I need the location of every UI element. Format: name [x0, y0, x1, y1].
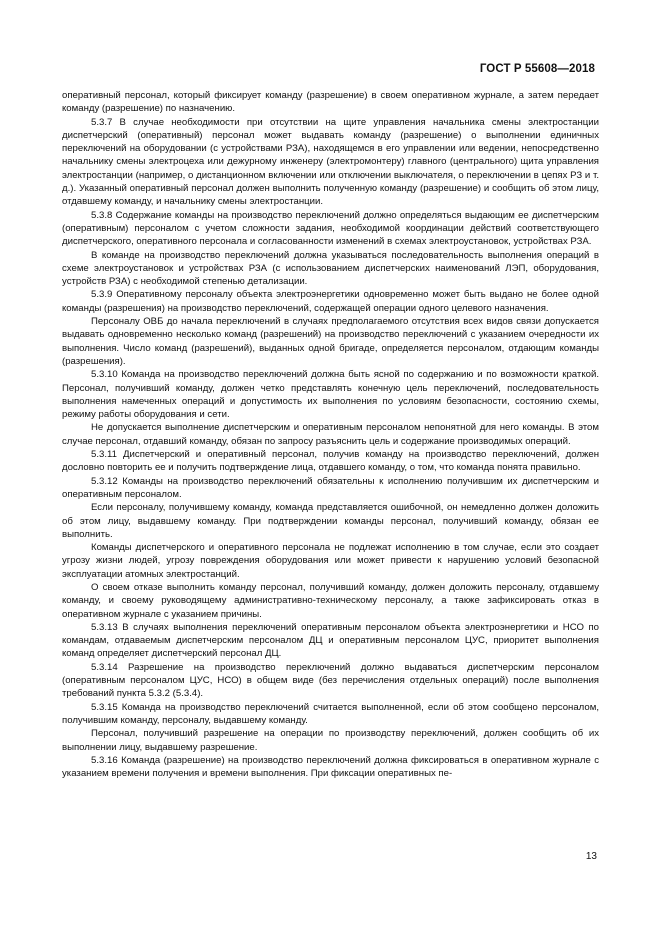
paragraph: 5.3.15 Команда на производство переключений считается выполненной, если об этом сообщено персоналом, получившим команду, персоналу, выдавшему команду. — [62, 701, 599, 726]
paragraph: 5.3.9 Оперативному персоналу объекта электроэнергетики одновременно может быть выдано не более одной команды (разрешения) на производство переключений, содержащей операции одного целевого назначения. — [62, 289, 599, 314]
page-number: 13 — [585, 851, 597, 862]
paragraph: О своем отказе выполнить команду персонал, получивший команду, должен доложить персоналу, отдавшему команду, и своему руководящему административно-техническому персоналу, а также зафиксировать отказ в оперативном журнале с указанием причины. — [62, 581, 599, 620]
body-text — [62, 89, 599, 780]
paragraph: Персонал, получивший разрешение на операции по производству переключений, должен сообщить об их выполнении лицу, выдавшему разрешение. — [62, 728, 599, 753]
paragraph: Персоналу ОВБ до начала переключений в случаях предполагаемого отсутствия всех видов связи допускается выдавать одновременно несколько команд (разрешений) на производство переключений с указанием очередности их выполнения. Число команд (разрешений), выданных одной бригаде, определяется персоналом, отдающим команды (разрешения). — [62, 316, 599, 367]
paragraph: В команде на производство переключений должна указываться последовательность выполнения операций в схеме электроустановок и устройствах РЗА (с использованием диспетчерских наименований ЛЭП, оборудования, устройств РЗА) с необходимой степенью детализации. — [62, 249, 599, 288]
paragraph: Если персоналу, получившему команду, команда представляется ошибочной, он немедленно должен доложить об этом лицу, выдавшему команду. При подтверждении команды персонал, получивший команду, обязан ее выполнить. — [62, 502, 599, 540]
paragraph: Не допускается выполнение диспетчерским и оперативным персоналом непонятной для него команды. В этом случае персонал, отдавший команду, обязан по запросу разъяснить цель и содержание производимых операций. — [62, 422, 599, 447]
paragraph: 5.3.14 Разрешение на производство переключений должно выдаваться диспетчерским персоналом (оперативным персоналом ЦУС, НСО) в общем виде (без перечисления отдельных операций) после выполнения требований пункта 5.3.2 (5.3.4). — [62, 661, 599, 700]
paragraph: 5.3.12 Команды на производство переключений обязательны к исполнению получившим их диспетчерским и оперативным персоналом. — [62, 475, 599, 500]
paragraph: 5.3.11 Диспетчерский и оперативный персонал, получив команду на производство переключений, должен дословно повторить ее и получить подтверждение лица, отдавшего команду, о том, что команда понята правильно. — [62, 449, 599, 474]
standard-header: ГОСТ Р 55608—2018 — [479, 63, 595, 75]
paragraph: 5.3.10 Команда на производство переключений должна быть ясной по содержанию и по возможности краткой. Персонал, получивший команду, должен четко представлять конечную цель переключений, последовательность выполнения намеченных операций и допустимость их выполнения по условиям безопасности, состоянию схемы, режиму работы оборудования и сети. — [62, 369, 599, 421]
paragraph: Команды диспетчерского и оперативного персонала не подлежат исполнению в том случае, если это создает угрозу жизни людей, угрозу повреждения оборудования или может привести к нарушению условий безопасной эксплуатации атомных электростанций. — [62, 542, 599, 580]
paragraph: 5.3.16 Команда (разрешение) на производство переключений должна фиксироваться в оперативном журнале с указанием времени получения и времени выполнения. При фиксации оперативных пе- — [62, 754, 599, 780]
paragraph: 5.3.13 В случаях выполнения переключений оперативным персоналом объекта электроэнергетики и НСО по командам, отдаваемым диспетчерским персоналом ДЦ и оперативным персоналом ЦУС, приоритет выполнения команд определяет диспетчерский персонал ДЦ. — [62, 621, 599, 660]
paragraph: 5.3.7 В случае необходимости при отсутствии на щите управления начальника смены электростанции диспетчерский (оперативный) персонал может выдавать команду (разрешение) о выполнении единичных переключений на оборудовании (с устройствами РЗА), находящемся в его управлении или ведении, непосредственно начальнику смены электроцеха или дежурному инженеру (электромонтеру) главного (центрального) щита управления электростанции (например, о дистанционном включении или отключении выключателя, о переключении в цепях РЗ и т. д.). Указанный оперативный персонал должен выполнить полученную команду (разрешение) и сообщить об этом лицу, отдавшему команду, и начальнику смены электростанции. — [62, 116, 599, 208]
paragraph: оперативный персонал, который фиксирует команду (разрешение) в своем оперативном журнале, а затем передает команду (разрешение) по назначению. — [62, 90, 599, 115]
paragraph: 5.3.8 Содержание команды на производство переключений должно определяться выдающим ее диспетчерским (оперативным) персоналом с учетом сложности задания, необходимой координации действий соответствующего диспетчерского, оперативного персонала и согласованности изменений в схемах электроустановок, устройствах РЗА. — [62, 209, 599, 248]
